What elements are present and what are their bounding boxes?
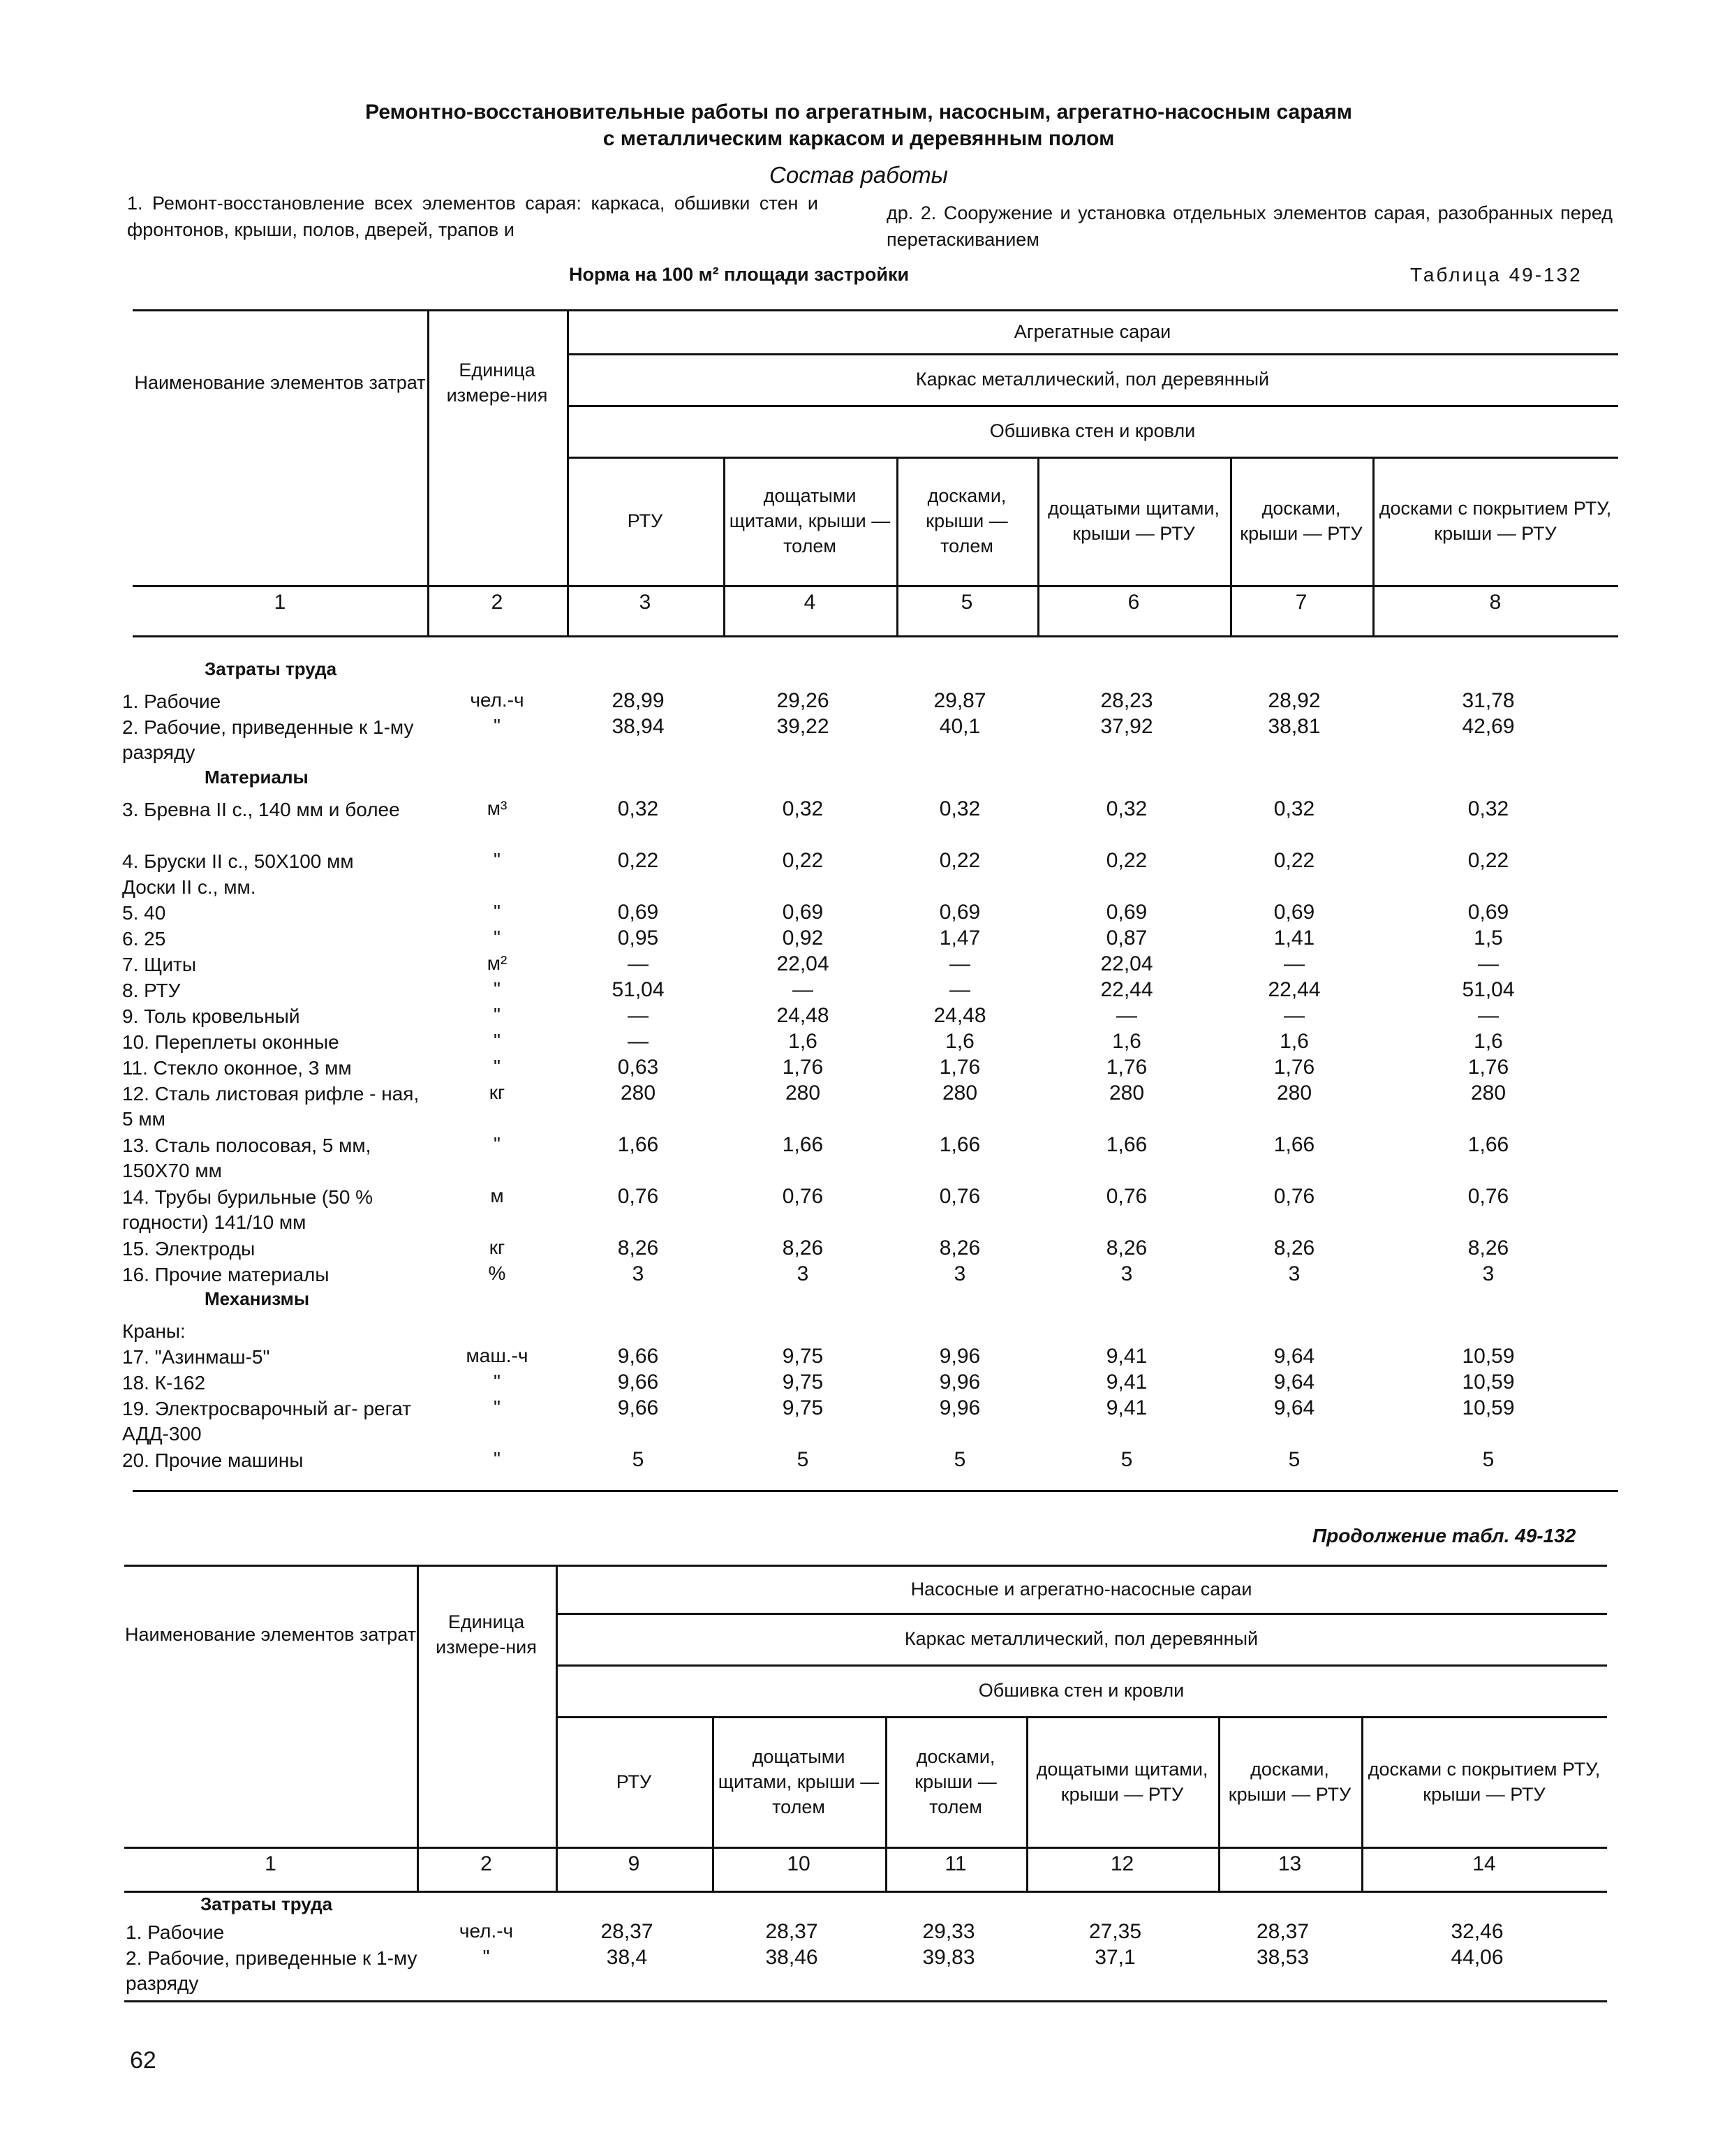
column-number: 11 <box>945 1852 967 1875</box>
row-value: 5 <box>1288 1448 1301 1471</box>
column-number: 13 <box>1278 1852 1302 1875</box>
header-subcolumn: досками, крыши — РТУ <box>1240 498 1363 544</box>
row-value: 22,04 <box>776 952 829 975</box>
row-value: 0,22 <box>617 849 659 872</box>
row-value: 27,35 <box>1088 1920 1142 1943</box>
row-name: 18. К-162 <box>122 1372 206 1394</box>
row-value: 0,69 <box>1273 901 1315 924</box>
row-value: 0,76 <box>1273 1185 1315 1208</box>
row-value: 28,37 <box>1256 1920 1310 1943</box>
row-value: 9,66 <box>617 1371 659 1394</box>
row-name: 2. Рабочие, приведенные к 1-му разряду <box>126 1947 417 1994</box>
row-value: 9,75 <box>782 1396 824 1419</box>
header-cladding: Обшивка стен и кровли <box>978 1680 1185 1701</box>
row-value: 8,26 <box>1273 1236 1315 1260</box>
row-unit: кг <box>489 1236 505 1258</box>
row-value: 0,69 <box>782 901 824 924</box>
row-value: — <box>1478 952 1499 975</box>
header-unit-column: Единица измере-ния <box>436 1611 537 1657</box>
column-number: 1 <box>265 1852 276 1875</box>
row-unit: " <box>494 849 501 871</box>
row-value: 1,5 <box>1474 926 1503 950</box>
row-name: 5. 40 <box>122 902 166 924</box>
column-number: 10 <box>787 1852 810 1875</box>
column-number: 9 <box>628 1852 640 1875</box>
row-value: 0,22 <box>1273 849 1315 872</box>
row-name: 4. Бруски II с., 50X100 мм <box>122 850 354 872</box>
row-value: 39,22 <box>776 715 829 738</box>
row-name: 2. Рабочие, приведенные к 1-му разряду <box>122 716 414 763</box>
row-value: — <box>949 952 970 975</box>
row-value: 1,66 <box>782 1133 824 1156</box>
row-value: 22,04 <box>1100 952 1153 975</box>
row-value: 37,92 <box>1100 715 1153 738</box>
row-unit: " <box>494 978 501 1000</box>
row-value: — <box>1116 1004 1137 1027</box>
row-name: 12. Сталь листовая рифле - ная, 5 мм <box>122 1083 420 1130</box>
column-number: 7 <box>1295 591 1308 614</box>
row-unit: " <box>494 1030 501 1051</box>
row-value: — <box>1284 1004 1305 1027</box>
row-unit: " <box>494 926 501 948</box>
row-value: — <box>628 1004 649 1027</box>
page-number: 62 <box>130 2047 156 2074</box>
row-value: 24,48 <box>776 1004 829 1027</box>
column-number: 14 <box>1472 1852 1496 1875</box>
header-subcolumn: досками с покрытием РТУ, крыши — РТУ <box>1368 1758 1601 1805</box>
row-value: 1,66 <box>1106 1133 1148 1156</box>
row-value: 0,87 <box>1106 926 1148 950</box>
row-value: 1,66 <box>1467 1133 1509 1156</box>
row-value: 1,6 <box>1280 1030 1309 1053</box>
header-bottom-rule <box>124 1847 1607 1849</box>
header-unit-column: Единица измере-ния <box>446 360 548 406</box>
row-value: 24,48 <box>933 1004 986 1027</box>
row-value: 1,76 <box>1273 1056 1315 1079</box>
row-value: 10,59 <box>1462 1396 1515 1419</box>
row-value: 280 <box>1276 1081 1312 1105</box>
row-value: 280 <box>1470 1081 1506 1105</box>
row-value: — <box>792 978 813 1001</box>
row-value: 5 <box>1120 1448 1133 1471</box>
row-value: 0,22 <box>1467 849 1509 872</box>
row-value: 3 <box>1120 1262 1133 1285</box>
number-row-rule <box>124 1891 1607 1893</box>
header-group: Агрегатные сараи <box>1014 320 1171 342</box>
row-value: 0,69 <box>1467 901 1509 924</box>
page-title-line2: с металлическим каркасом и деревянным полом <box>602 127 1115 150</box>
row-value: 39,83 <box>922 1946 975 1969</box>
row-value: 0,32 <box>617 797 659 820</box>
row-name: 19. Электросварочный аг- регат АДД-300 <box>122 1398 412 1445</box>
header-frame: Каркас металлический, пол деревянный <box>915 369 1270 390</box>
row-unit: кг <box>489 1081 505 1103</box>
row-value: 38,46 <box>765 1946 818 1969</box>
row-unit: " <box>494 901 501 922</box>
row-value: 8,26 <box>1467 1236 1509 1260</box>
row-value: — <box>1478 1004 1499 1027</box>
row-value: 9,64 <box>1273 1371 1315 1394</box>
row-value: 9,96 <box>939 1396 981 1419</box>
row-name: 17. "Азинмаш-5" <box>122 1346 270 1368</box>
row-name: 6. 25 <box>122 928 166 950</box>
row-unit: маш.-ч <box>466 1345 528 1366</box>
row-value: 9,41 <box>1106 1345 1148 1368</box>
column-number: 3 <box>639 591 651 614</box>
header-subcolumn: дощатыми щитами, крыши — РТУ <box>1048 498 1220 544</box>
column-number: 5 <box>961 591 973 614</box>
row-value: 8,26 <box>617 1236 659 1260</box>
header-subcolumn: дощатыми щитами, крыши — толем <box>729 485 891 556</box>
row-value: 8,26 <box>782 1236 824 1260</box>
row-value: 0,92 <box>782 926 824 950</box>
row-value: 0,63 <box>617 1056 659 1079</box>
row-value: 1,47 <box>939 926 981 950</box>
row-value: 28,37 <box>765 1920 818 1943</box>
section-heading: Материалы <box>205 767 309 788</box>
row-name: Доски II с., мм. <box>122 876 256 898</box>
row-value: 38,53 <box>1256 1946 1310 1969</box>
row-value: 28,37 <box>600 1920 653 1943</box>
norm-caption: Норма на 100 м² площади застройки <box>569 264 910 285</box>
header-subcolumn: досками с покрытием РТУ, крыши — РТУ <box>1379 498 1612 544</box>
column-number: 2 <box>491 591 503 614</box>
row-value: 0,69 <box>1106 901 1148 924</box>
row-unit: м² <box>487 952 508 974</box>
row-value: 0,32 <box>1106 797 1148 820</box>
row-value: 5 <box>632 1448 644 1471</box>
row-unit: чел.-ч <box>459 1920 514 1942</box>
row-value: 1,66 <box>617 1133 659 1156</box>
work-description-left: 1. Ремонт-восстановление всех элементов сарая: каркаса, обшивки стен и фронтонов, крыши, полов, дверей, трапов и <box>127 193 818 240</box>
row-unit: " <box>494 1133 501 1155</box>
row-value: 1,6 <box>945 1030 975 1053</box>
row-value: 10,59 <box>1462 1345 1515 1368</box>
row-value: 9,41 <box>1106 1371 1148 1394</box>
row-value: 0,69 <box>617 901 659 924</box>
row-value: 9,64 <box>1273 1396 1315 1419</box>
row-value: 1,6 <box>1112 1030 1141 1053</box>
row-unit: чел.-ч <box>470 689 524 711</box>
column-number: 2 <box>480 1852 492 1875</box>
row-value: 29,33 <box>922 1920 975 1943</box>
row-unit: " <box>494 1396 501 1418</box>
row-value: 29,26 <box>776 689 829 712</box>
table-bottom-rule <box>124 2000 1607 2002</box>
row-value: 0,76 <box>1106 1185 1148 1208</box>
row-unit: " <box>494 1448 501 1470</box>
row-name: 14. Трубы бурильные (50 % годности) 141/10 мм <box>122 1186 373 1233</box>
section-heading: Механизмы <box>205 1288 310 1309</box>
row-value: 9,96 <box>939 1345 981 1368</box>
column-number: 1 <box>274 591 286 614</box>
row-value: 0,32 <box>939 797 981 820</box>
table-bottom-rule <box>133 1490 1618 1492</box>
header-group: Насосные и агрегатно-насосные сараи <box>910 1578 1252 1600</box>
section-heading: Затраты труда <box>200 1893 333 1914</box>
row-value: 38,81 <box>1268 715 1321 738</box>
row-value: 0,32 <box>1467 797 1509 820</box>
header-subcolumn: дощатыми щитами, крыши — РТУ <box>1036 1758 1208 1805</box>
row-name: 10. Переплеты оконные <box>122 1031 339 1053</box>
row-value: 0,69 <box>939 901 981 924</box>
row-value: 1,66 <box>1273 1133 1315 1156</box>
number-row-rule <box>133 635 1618 637</box>
row-unit: " <box>494 715 501 737</box>
row-value: 1,6 <box>1474 1030 1503 1053</box>
row-name: 16. Прочие материалы <box>122 1264 329 1285</box>
row-value: 3 <box>797 1262 809 1285</box>
row-unit: м³ <box>487 797 508 819</box>
row-value: 280 <box>1109 1081 1145 1105</box>
row-value: 9,75 <box>782 1345 824 1368</box>
row-value: 1,76 <box>782 1056 824 1079</box>
row-value: 0,76 <box>782 1185 824 1208</box>
row-value: 1,6 <box>788 1030 817 1053</box>
row-name: 3. Бревна II с., 140 мм и более <box>122 799 400 820</box>
row-value: 28,92 <box>1268 689 1321 712</box>
row-value: 0,22 <box>1106 849 1148 872</box>
row-name: Краны: <box>122 1320 186 1342</box>
row-value: 40,1 <box>939 715 981 738</box>
row-value: 1,41 <box>1273 926 1315 950</box>
row-value: 22,44 <box>1268 978 1321 1001</box>
row-name: 20. Прочие машины <box>122 1449 304 1471</box>
row-value: 44,06 <box>1451 1946 1504 1969</box>
header-subcolumn: РТУ <box>616 1771 652 1792</box>
row-value: 38,4 <box>606 1946 648 1969</box>
header-name-column: Наименование элементов затрат <box>134 372 426 393</box>
row-value: 29,87 <box>933 689 986 712</box>
row-value: 51,04 <box>612 978 665 1001</box>
row-value: 5 <box>797 1448 809 1471</box>
row-value: 42,69 <box>1462 715 1515 738</box>
row-value: 0,22 <box>939 849 981 872</box>
row-unit: м <box>490 1185 504 1206</box>
row-value: 51,04 <box>1462 978 1515 1001</box>
row-value: 9,75 <box>782 1371 824 1394</box>
table-continuation-caption: Продолжение табл. 49-132 <box>1312 1525 1576 1546</box>
row-value: 8,26 <box>1106 1236 1148 1260</box>
header-bottom-rule <box>133 585 1618 587</box>
header-subcolumn: досками, крыши — РТУ <box>1228 1758 1352 1805</box>
row-name: 8. РТУ <box>122 980 181 1001</box>
row-value: 0,76 <box>1467 1185 1509 1208</box>
header-subcolumn: РТУ <box>627 510 663 531</box>
row-name: 1. Рабочие <box>126 1921 225 1943</box>
row-value: 5 <box>1482 1448 1495 1471</box>
row-value: 9,96 <box>939 1371 981 1394</box>
row-value: 32,46 <box>1451 1920 1504 1943</box>
row-value: 3 <box>954 1262 966 1285</box>
row-value: 280 <box>942 1081 978 1105</box>
row-value: 9,64 <box>1273 1345 1315 1368</box>
row-value: 1,66 <box>939 1133 981 1156</box>
row-value: 1,76 <box>1106 1056 1148 1079</box>
row-value: 9,66 <box>617 1396 659 1419</box>
row-value: 0,32 <box>1273 797 1315 820</box>
column-number: 8 <box>1489 591 1502 614</box>
header-subcolumn: досками, крыши — толем <box>914 1745 997 1817</box>
row-value: 9,41 <box>1106 1396 1148 1419</box>
header-cladding: Обшивка стен и кровли <box>989 420 1196 441</box>
row-value: 1,76 <box>939 1056 981 1079</box>
table-number: Таблица 49-132 <box>1410 264 1583 286</box>
header-frame: Каркас металлический, пол деревянный <box>904 1628 1259 1649</box>
row-value: 3 <box>632 1262 644 1285</box>
row-value: 22,44 <box>1100 978 1153 1001</box>
work-composition-heading: Состав работы <box>769 162 948 188</box>
row-value: 280 <box>620 1081 656 1105</box>
row-value: — <box>628 1030 649 1053</box>
row-value: 1,76 <box>1467 1056 1509 1079</box>
row-value: 0,76 <box>939 1185 981 1208</box>
row-value: 3 <box>1482 1262 1495 1285</box>
column-number: 12 <box>1110 1852 1134 1875</box>
row-unit: " <box>494 1004 501 1026</box>
section-heading: Затраты труда <box>205 658 337 679</box>
row-unit: " <box>494 1371 501 1392</box>
row-value: 28,99 <box>612 689 665 712</box>
row-value: — <box>628 952 649 975</box>
row-value: 38,94 <box>612 715 665 738</box>
row-name: 13. Сталь полосовая, 5 мм, 150X70 мм <box>122 1135 371 1181</box>
row-name: 7. Щиты <box>122 954 196 975</box>
row-name: 15. Электроды <box>122 1238 256 1260</box>
header-subcolumn: досками, крыши — толем <box>926 485 1008 556</box>
row-name: 11. Стекло оконное, 3 мм <box>122 1057 352 1079</box>
row-value: 0,22 <box>782 849 824 872</box>
column-number: 4 <box>804 591 816 614</box>
row-unit: " <box>494 1056 501 1077</box>
row-value: 0,76 <box>617 1185 659 1208</box>
row-value: — <box>1284 952 1305 975</box>
row-unit: " <box>482 1946 490 1967</box>
row-value: 0,95 <box>617 926 659 950</box>
row-value: 0,32 <box>782 797 824 820</box>
row-value: 8,26 <box>939 1236 981 1260</box>
row-name: 1. Рабочие <box>122 691 221 712</box>
row-value: 28,23 <box>1100 689 1153 712</box>
row-value: 31,78 <box>1462 689 1515 712</box>
header-name-column: Наименование элементов затрат <box>124 1624 416 1645</box>
row-value: 5 <box>954 1448 966 1471</box>
row-unit: % <box>488 1262 506 1284</box>
row-value: 3 <box>1288 1262 1301 1285</box>
work-description-right: др. 2. Сооружение и установка отдельных элементов сарая, разобранных перед перетаскиванием <box>887 202 1613 250</box>
row-value: 37,1 <box>1095 1946 1136 1969</box>
page-title-line1: Ремонтно-восстановительные работы по агрегатным, насосным, агрегатно-насосным сараям <box>365 101 1352 124</box>
row-value: 280 <box>785 1081 821 1105</box>
row-value: 9,66 <box>617 1345 659 1368</box>
row-value: 10,59 <box>1462 1371 1515 1394</box>
row-name: 9. Толь кровельный <box>122 1005 300 1027</box>
row-value: — <box>949 978 970 1001</box>
column-number: 6 <box>1127 591 1140 614</box>
header-subcolumn: дощатыми щитами, крыши — толем <box>718 1745 880 1817</box>
